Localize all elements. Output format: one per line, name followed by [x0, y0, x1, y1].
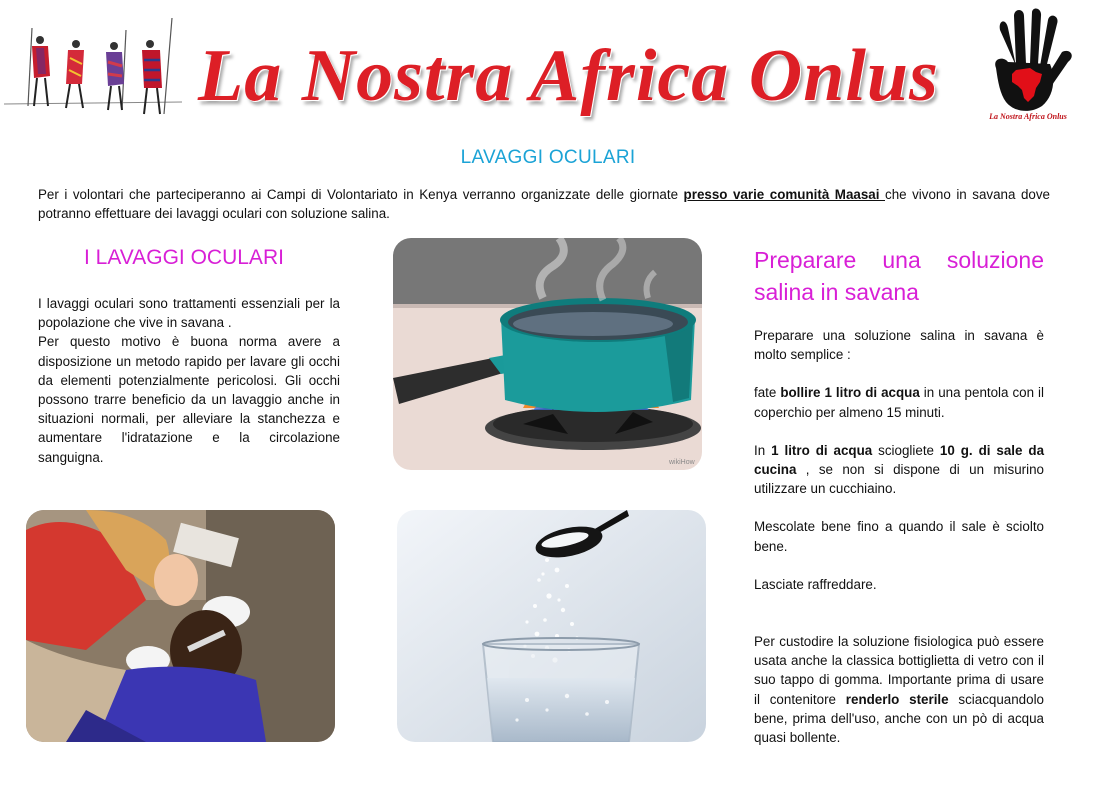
- right-heading: [754, 244, 1044, 308]
- left-paragraph-1: I lavaggi oculari sono trattamenti essenziali per la popolazione che vive in savana .: [38, 296, 340, 331]
- intro-paragraph: [38, 185, 1050, 223]
- brand-title: La Nostra Africa Onlus: [198, 35, 939, 117]
- hand-africa-logo-icon: [978, 8, 1078, 120]
- instruction-boil: fate bollire 1 litro di acqua in una pentola con il coperchio per almeno 15 minuti.: [754, 385, 1044, 420]
- right-body-text: [754, 326, 1044, 747]
- instruction-storage: Per custodire la soluzione fisiologica può essere usata anche la classica bottiglietta di vetro con il suo tappo di gomma. Importante prima di usare il contenitore renderlo sterile sciacquandolo bene, prima dell'uso, anche con un pò di acqua quasi bollente.: [754, 634, 1044, 746]
- intro-text-start: Per i volontari che parteciperanno ai Campi di Volontariato in Kenya verranno organizzate delle giornate: [38, 187, 684, 202]
- heading-word: una: [882, 247, 921, 273]
- instruction-mix: Mescolate bene fino a quando il sale è sciolto bene.: [754, 519, 1044, 554]
- boiling-pot-image: [393, 238, 702, 470]
- intro-underlined-text: presso varie comunità Maasai: [683, 187, 885, 202]
- maasai-warriors-illustration: [4, 14, 184, 124]
- instruction-cool: Lasciate raffreddare.: [754, 576, 877, 592]
- wikihow-watermark: wikiHow: [669, 459, 695, 466]
- logo-caption: La Nostra Africa Onlus: [989, 112, 1067, 121]
- section-title: LAVAGGI OCULARI: [460, 147, 636, 168]
- instruction-salt: In 1 litro di acqua sciogliete 10 g. di sale da cucina , se non si dispone di un misurino utilizzare un cucchiaino.: [754, 442, 1045, 497]
- left-heading: I LAVAGGI OCULARI: [84, 246, 284, 269]
- left-paragraph-2: Per questo motivo è buona norma avere a disposizione un metodo rapido per lavare gli occhi da elementi potenzialmente pericolosi. Gli occhi possono trarre beneficio da un lavaggio anche in situazioni normali, per alleviare la stanchezza e aumentare l'idratazione e la circolazione sanguigna.: [38, 334, 340, 465]
- salt-in-water-photo: [397, 510, 706, 742]
- eye-wash-child-photo: [26, 510, 335, 742]
- heading-word: Preparare: [754, 247, 857, 273]
- intro-text-end: che vivono in savana dove potranno effettuare dei lavaggi oculari con soluzione salina.: [38, 187, 1051, 221]
- instruction-intro: Preparare una soluzione salina in savana è molto semplice :: [754, 328, 1044, 363]
- right-heading-line-1: [754, 244, 1044, 276]
- left-body-text: [38, 294, 340, 467]
- right-heading-line-2: salina in savana: [754, 279, 919, 305]
- heading-word: soluzione: [946, 247, 1044, 273]
